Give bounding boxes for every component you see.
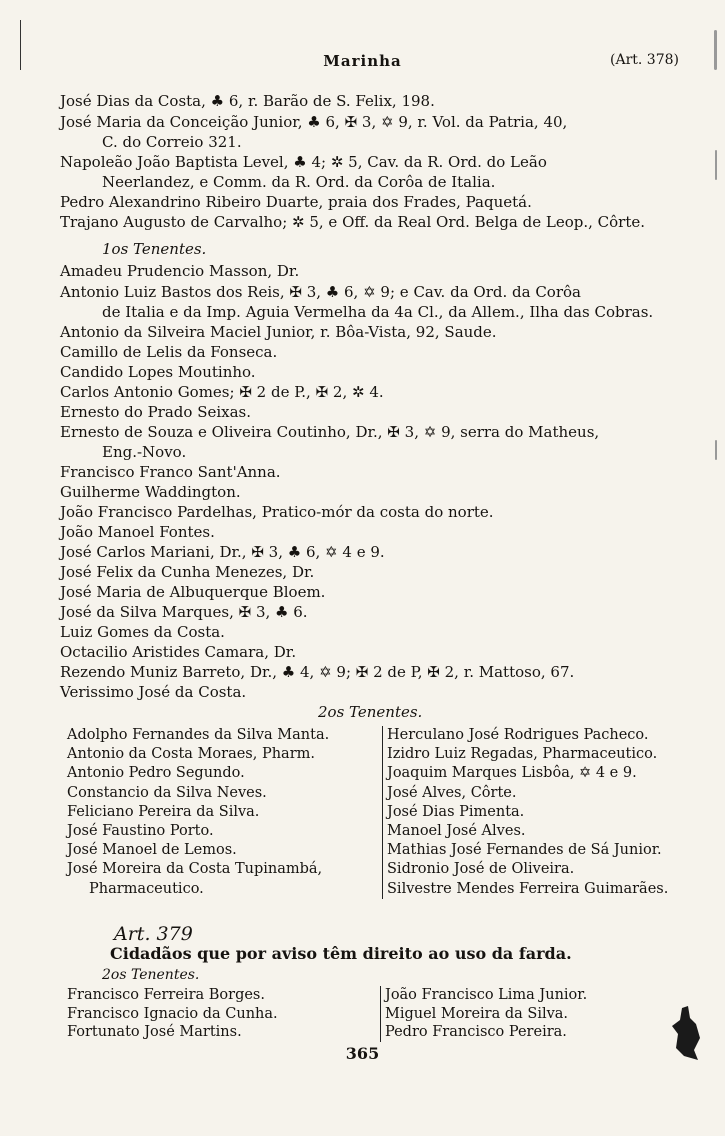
article-reference: (Art. 378) [610,52,679,68]
entry-line: Antonio Luiz Bastos dos Reis, ✠ 3, ♣ 6, ✡ 9; e Cav. da Ord. da Corôa [60,283,581,301]
entry-line: Francisco Franco Sant'Anna. [60,463,281,481]
entry-line: C. do Correio 321. [102,133,242,151]
list-item: Sidronio José de Oliveira. [387,861,575,878]
entry-line: José Carlos Mariani, Dr., ✠ 3, ♣ 6, ✡ 4 e 9. [60,543,385,561]
entry-line: Carlos Antonio Gomes; ✠ 2 de P., ✠ 2, ✲ 4. [60,383,384,401]
section-heading-2os-tenentes-379: 2os Tenentes. [102,967,200,983]
list-item: José Alves, Côrte. [387,784,517,801]
entry-line: José Maria da Conceição Junior, ♣ 6, ✠ 3, ✡ 9, r. Vol. da Patria, 40, [60,113,568,131]
article-379-label: Art. 379 [114,923,193,945]
section-heading-2os-tenentes: 2os Tenentes. [318,703,423,721]
article-379-subtitle: Cidadãos que por aviso têm direito ao uso da farda. [110,944,572,963]
list-item: Fortunato José Martins. [67,1024,242,1040]
art379-left-column [67,986,367,1042]
entry-line: de Italia e da Imp. Aguia Vermelha da 4a Cl., da Allem., Ilha das Cobras. [102,303,654,321]
entry-line: Eng.-Novo. [102,443,187,461]
margin-specks [715,440,717,460]
art379-right-column [380,986,655,1042]
list-item: João Francisco Lima Junior. [385,987,588,1003]
entry-line: Amadeu Prudencio Masson, Dr. [60,262,300,280]
list-item: José Dias Pimenta. [387,803,525,820]
entry-line: Ernesto de Souza e Oliveira Coutinho, Dr., ✠ 3, ✡ 9, serra do Matheus, [60,423,600,441]
list-item: Adolpho Fernandes da Silva Manta. [67,727,330,743]
right-column [382,726,699,899]
margin-specks [715,150,717,180]
list-item: Silvestre Mendes Ferreira Guimarães. [387,880,669,897]
entry-line: José da Silva Marques, ✠ 3, ♣ 6. [60,603,308,621]
entry-line: Guilherme Waddington. [60,483,241,501]
entry-line: Verissimo José da Costa. [60,683,247,701]
list-item: José Moreira da Costa Tupinambá, [67,861,323,878]
entry-line: Antonio da Silveira Maciel Junior, r. Bôa-Vista, 92, Saude. [60,323,497,341]
entry-line: José Dias da Costa, ♣ 6, r. Barão de S. Felix, 198. [60,92,435,110]
list-item: Antonio da Costa Moraes, Pharm. [67,746,315,763]
list-item: Mathias José Fernandes de Sá Junior. [387,842,662,859]
page-number: 365 [345,1044,380,1063]
list-item: Antonio Pedro Segundo. [67,765,245,782]
entry-line: Napoleão João Baptista Level, ♣ 4; ✲ 5, Cav. da R. Ord. do Leão [60,153,547,171]
left-column [67,726,379,899]
page-title: Marinha [323,52,402,70]
list-item: Pedro Francisco Pereira. [385,1024,567,1040]
entry-line: Pedro Alexandrino Ribeiro Duarte, praia dos Frades, Paquetá. [60,193,532,211]
list-item: José Manoel de Lemos. [67,842,237,859]
entry-line: Luiz Gomes da Costa. [60,623,225,641]
list-item: Francisco Ignacio da Cunha. [67,1005,278,1022]
entry-line: João Manoel Fontes. [60,523,215,541]
entry-line: Neerlandez, e Comm. da R. Ord. da Corôa de Italia. [102,173,496,191]
list-item: Feliciano Pereira da Silva. [67,803,260,820]
entry-line: Ernesto do Prado Seixas. [60,403,252,421]
entry-line: Camillo de Lelis da Fonseca. [60,343,278,361]
page-header [0,52,725,76]
list-item: Pharmaceutico. [89,880,204,897]
list-item: Herculano José Rodrigues Pacheco. [387,727,649,743]
entry-line: Octacilio Aristides Camara, Dr. [60,643,297,661]
entry-line: Trajano Augusto de Carvalho; ✲ 5, e Off. da Real Ord. Belga de Leop., Côrte. [60,213,646,231]
list-item: Manoel José Alves. [387,822,526,839]
section-heading-1os-tenentes: 1os Tenentes. [102,240,207,258]
list-item: Constancio da Silva Neves. [67,784,267,801]
entry-line: José Maria de Albuquerque Bloem. [60,583,326,601]
entry-line: Rezendo Muniz Barreto, Dr., ♣ 4, ✡ 9; ✠ 2 de P, ✠ 2, r. Mattoso, 67. [60,663,575,681]
list-item: Francisco Ferreira Borges. [67,987,265,1003]
list-item: Joaquim Marques Lisbôa, ✡ 4 e 9. [387,765,637,782]
entry-line: João Francisco Pardelhas, Pratico-mór da costa do norte. [60,503,494,521]
list-item: José Faustino Porto. [67,822,214,839]
entry-line: José Felix da Cunha Menezes, Dr. [60,563,315,581]
list-item: Miguel Moreira da Silva. [385,1005,569,1022]
entry-line: Candido Lopes Moutinho. [60,363,256,381]
list-item: Izidro Luiz Regadas, Pharmaceutico. [387,746,658,763]
